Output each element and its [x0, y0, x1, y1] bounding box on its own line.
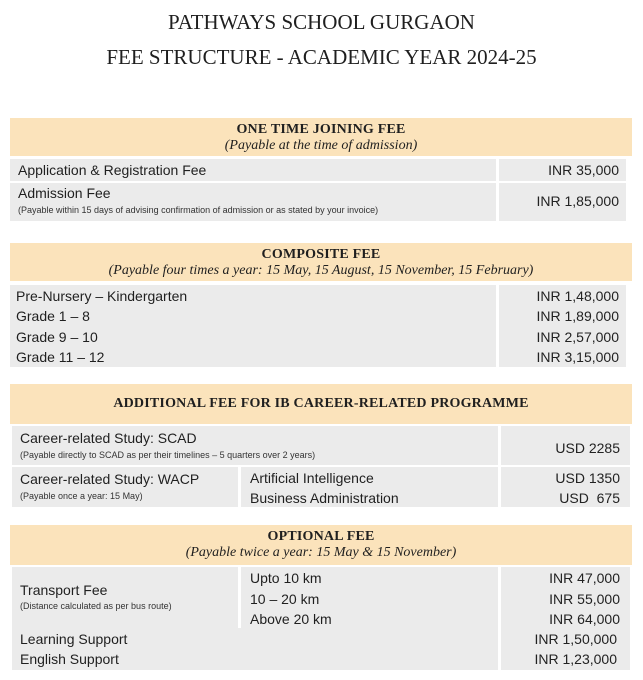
fee-amount: INR 3,15,000 — [536, 349, 619, 365]
fee-option-label: Above 20 km — [250, 611, 332, 627]
fee-option-label: Business Administration — [250, 490, 399, 506]
fee-label: Career-related Study: SCAD — [20, 430, 197, 446]
fee-label: Pre-Nursery – Kindergarten — [16, 288, 188, 304]
composite-fee-header — [10, 243, 632, 281]
composite-fee-heading: COMPOSITE FEE — [261, 247, 381, 262]
fee-amount-cell — [501, 567, 630, 629]
fee-label: Admission Fee — [18, 185, 111, 201]
fee-amount: USD 675 — [559, 490, 620, 506]
fee-amount-cell — [501, 628, 630, 670]
fee-amount: INR 1,89,000 — [536, 308, 619, 324]
fee-label: Grade 1 – 8 — [16, 308, 90, 324]
fee-amount-cell — [499, 183, 626, 221]
fee-amount: INR 2,57,000 — [536, 329, 619, 345]
fee-amount: INR 1,23,000 — [534, 651, 617, 667]
document-title: FEE STRUCTURE - ACADEMIC YEAR 2024-25 — [106, 45, 537, 69]
one-time-fee-heading: ONE TIME JOINING FEE — [236, 122, 406, 137]
fee-label: Career-related Study: WACP — [20, 471, 200, 487]
one-time-fee-subheading: (Payable at the time of admission) — [224, 138, 418, 153]
fee-label: Grade 9 – 10 — [16, 329, 98, 345]
fee-row — [12, 426, 498, 465]
career-fee-heading: ADDITIONAL FEE FOR IB CAREER-RELATED PROGRAMME — [113, 396, 529, 411]
fee-amount: INR 1,48,000 — [536, 288, 619, 304]
fee-amount: INR 1,85,000 — [536, 193, 619, 209]
fee-note: (Distance calculated as per bus route) — [20, 601, 172, 611]
fee-option-label: Upto 10 km — [250, 570, 322, 586]
fee-note: (Payable once a year: 15 May) — [20, 491, 143, 501]
career-fee-header — [10, 384, 632, 424]
fee-note: (Payable within 15 days of advising confirmation of admission or as stated by your invoice) — [18, 205, 379, 215]
optional-fee-subheading: (Payable twice a year: 15 May & 15 November) — [185, 545, 457, 560]
fee-row — [10, 159, 496, 181]
fee-option-label: Artificial Intelligence — [250, 470, 374, 486]
fee-label: Learning Support — [20, 631, 128, 647]
fee-row — [10, 285, 496, 367]
fee-note: (Payable directly to SCAD as per their timelines – 5 quarters over 2 years) — [20, 450, 316, 460]
fee-row — [12, 467, 238, 507]
fee-label: Application & Registration Fee — [18, 162, 207, 178]
fee-label: Transport Fee — [20, 582, 108, 598]
fee-option-cell — [241, 567, 498, 629]
fee-option-label: 10 – 20 km — [250, 591, 320, 607]
fee-option-cell — [241, 467, 498, 507]
fee-amount-cell — [499, 159, 626, 181]
fee-amount-cell — [501, 467, 630, 507]
school-name: PATHWAYS SCHOOL GURGAON — [168, 10, 475, 34]
one-time-fee-header — [10, 118, 632, 156]
fee-label: Grade 11 – 12 — [16, 349, 105, 365]
composite-fee-subheading: (Payable four times a year: 15 May, 15 August, 15 November, 15 February) — [108, 263, 534, 278]
fee-amount: USD 1350 — [555, 470, 620, 486]
fee-amount: INR 55,000 — [549, 591, 620, 607]
fee-amount: INR 47,000 — [549, 570, 620, 586]
fee-row — [12, 628, 498, 670]
fee-amount-cell — [499, 285, 626, 367]
fee-amount: USD 2285 — [555, 440, 620, 456]
fee-amount: INR 1,50,000 — [534, 631, 617, 647]
fee-row — [12, 567, 238, 629]
fee-amount-cell — [501, 426, 630, 465]
fee-amount: INR 35,000 — [548, 162, 619, 178]
fee-label: English Support — [20, 651, 119, 667]
fee-row — [10, 183, 496, 221]
optional-fee-header — [10, 525, 632, 565]
optional-fee-heading: OPTIONAL FEE — [267, 529, 375, 544]
fee-amount: INR 64,000 — [549, 611, 620, 627]
